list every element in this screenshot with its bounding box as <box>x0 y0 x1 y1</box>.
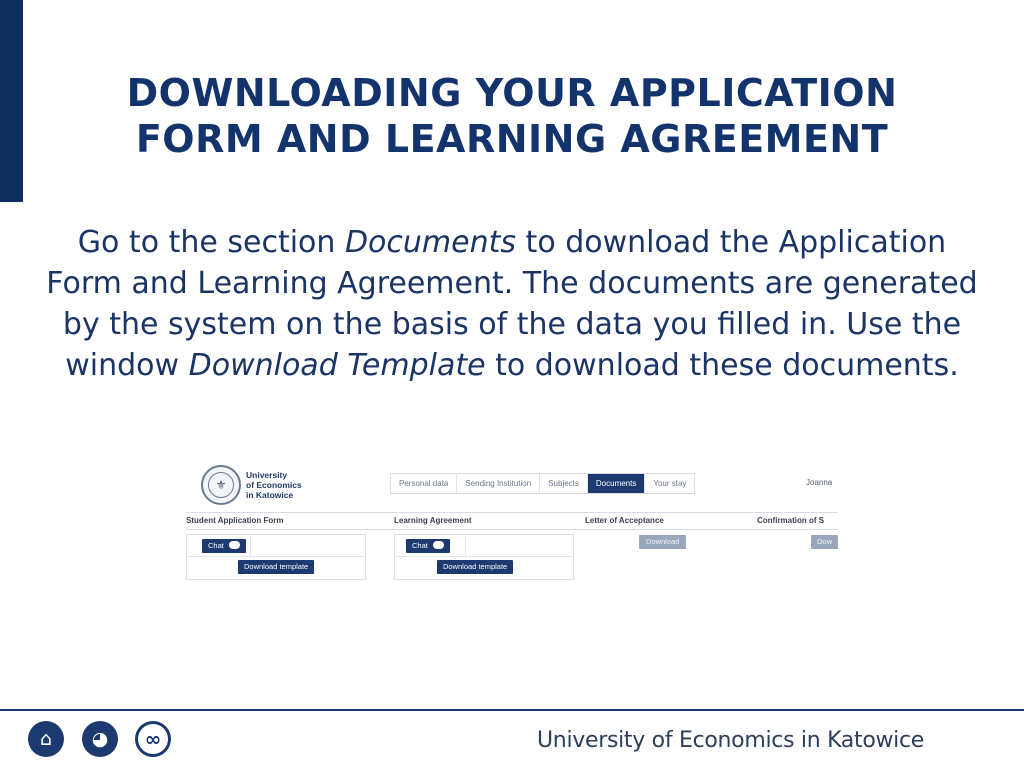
download-template-button[interactable]: Download template <box>437 560 513 574</box>
globe-icon[interactable]: ◕ <box>82 721 118 757</box>
tab-subjects[interactable]: Subjects <box>540 474 588 493</box>
footer-university-name: University of Economics in Katowice <box>537 728 925 753</box>
home-icon[interactable]: ⌂ <box>28 721 64 757</box>
download-button[interactable]: Download <box>639 535 686 549</box>
accent-bar <box>0 0 23 202</box>
infinity-icon[interactable]: ∞ <box>135 721 171 757</box>
chat-button[interactable] <box>202 539 246 553</box>
application-form-panel <box>186 534 366 580</box>
logo-line-3: in Katowice <box>246 490 294 500</box>
title-line-1: DOWNLOADING YOUR APPLICATION <box>126 71 898 115</box>
body-part-1: Go to the section <box>77 225 345 260</box>
chat-bubble-icon <box>229 541 240 549</box>
column-header-learning-agreement: Learning Agreement <box>394 516 472 525</box>
logo-line-1: University <box>246 470 288 480</box>
university-logo <box>201 464 321 506</box>
chat-bubble-icon <box>433 541 444 549</box>
column-header-application-form: Student Application Form <box>186 516 284 525</box>
chat-label: Chat <box>208 541 224 550</box>
body-emphasis-documents: Documents <box>344 225 517 260</box>
logo-line-2: of Economics <box>246 480 302 490</box>
university-seal-icon: ⚜ <box>201 465 241 505</box>
download-template-button[interactable]: Download template <box>238 560 314 574</box>
footer-divider <box>0 709 1024 711</box>
divider <box>186 512 838 513</box>
title-line-2: FORM AND LEARNING AGREEMENT <box>135 117 889 161</box>
section-tabs <box>390 473 695 494</box>
download-button-cut[interactable]: Dow <box>811 535 838 549</box>
body-emphasis-download-template: Download Template <box>188 348 486 383</box>
slide-body-text <box>40 222 984 386</box>
tab-documents[interactable]: Documents <box>588 474 645 493</box>
body-part-2: to download the Application Form and Learning Agreement. The documents are generated by the system on the basis of the data you filled in. Use the window <box>46 225 978 383</box>
tab-personal-data[interactable]: Personal data <box>391 474 457 493</box>
column-header-confirmation: Confirmation of S <box>757 516 825 525</box>
slide-title <box>60 70 964 162</box>
user-name[interactable]: Joanna <box>806 478 833 487</box>
documents-screenshot <box>186 462 838 587</box>
body-part-3: to download these documents. <box>485 348 959 383</box>
column-header-letter-of-acceptance: Letter of Acceptance <box>585 516 664 525</box>
tab-sending-institution[interactable]: Sending Institution <box>457 474 540 493</box>
divider <box>186 529 838 530</box>
logo-text <box>246 470 302 500</box>
chat-label: Chat <box>412 541 428 550</box>
learning-agreement-panel <box>394 534 574 580</box>
tab-your-stay[interactable]: Your stay <box>645 474 694 493</box>
chat-button[interactable] <box>406 539 450 553</box>
